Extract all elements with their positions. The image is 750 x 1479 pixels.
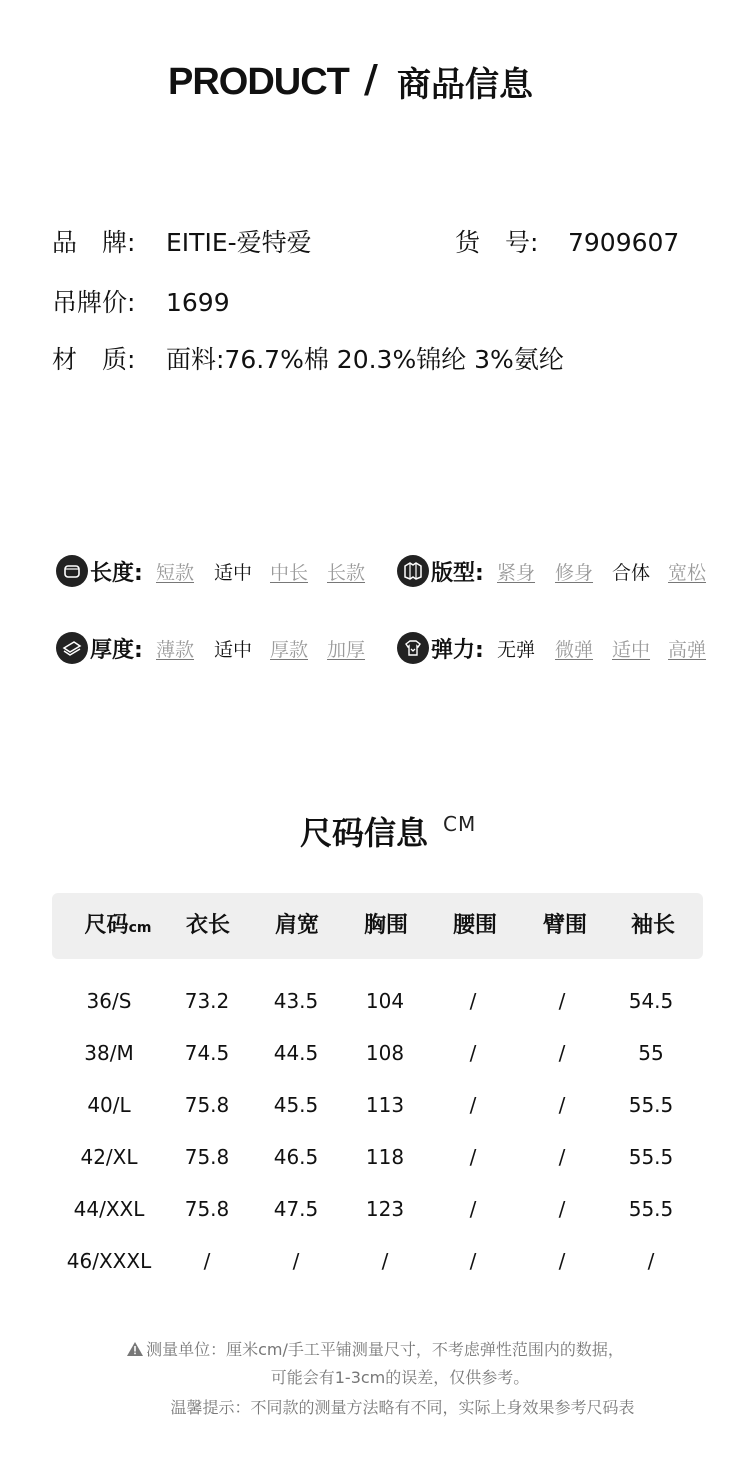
attr-fit-option: 紧身 <box>497 562 536 584</box>
measurement-note-line1 <box>0 1337 750 1360</box>
attr-fit-option: 修身 <box>555 562 594 584</box>
size-section-title: 尺码信息 <box>300 814 429 852</box>
table-cell: 123 <box>365 1197 405 1221</box>
measurement-note-line3: 温馨提示：不同款的测量方法略有不同，实际上身效果参考尺码表 <box>170 1398 635 1417</box>
warning-icon <box>126 1341 144 1357</box>
size-table-header-cell: 肩宽 <box>274 913 319 938</box>
attr-thickness <box>56 632 376 668</box>
table-cell: / <box>381 1249 389 1273</box>
table-cell: 42/XL <box>80 1145 138 1169</box>
material-label: 材 质: <box>52 345 136 374</box>
table-cell: 74.5 <box>184 1041 230 1065</box>
header-title-en: PRODUCT <box>168 61 349 103</box>
table-cell: 46/XXXL <box>66 1249 152 1273</box>
table-cell: / <box>469 1249 477 1273</box>
brand-label: 品 牌: <box>52 228 136 257</box>
table-cell: 54.5 <box>628 989 674 1013</box>
table-cell: 75.8 <box>184 1145 230 1169</box>
measurement-note-text: 测量单位：厘米cm/手工平铺测量尺寸，不考虑弹性范围内的数据， <box>146 1340 624 1359</box>
attr-length-option: 中长 <box>270 562 309 584</box>
table-cell: 44/XXL <box>73 1197 145 1221</box>
price-value: 1699 <box>166 288 230 317</box>
measurement-note-line2: 可能会有1-3cm的误差，仅供参考。 <box>270 1368 530 1387</box>
size-section-unit: CM <box>443 812 477 836</box>
table-cell: / <box>469 1093 477 1117</box>
table-cell: / <box>469 989 477 1013</box>
table-cell: 73.2 <box>184 989 230 1013</box>
table-cell: 55.5 <box>628 1145 674 1169</box>
stretch-icon <box>397 632 429 664</box>
attr-length-option-selected: 适中 <box>214 562 253 584</box>
attr-elasticity-option: 微弹 <box>555 639 594 661</box>
table-cell: 43.5 <box>273 989 319 1013</box>
attr-fit-name: 版型: <box>431 561 484 586</box>
table-cell: 118 <box>365 1145 405 1169</box>
sku-label: 货 号: <box>455 228 539 257</box>
table-cell: 38/M <box>84 1041 134 1065</box>
table-cell: / <box>469 1197 477 1221</box>
garment-length-icon <box>56 555 88 587</box>
fabric-thickness-icon <box>56 632 88 664</box>
table-cell: / <box>558 1249 566 1273</box>
size-table-header-cell: 臂围 <box>542 913 587 938</box>
table-cell: / <box>469 1145 477 1169</box>
table-cell: 75.8 <box>184 1093 230 1117</box>
size-table-header-cell: 腰围 <box>452 913 497 938</box>
attr-length-name: 长度: <box>90 561 143 586</box>
brand-value: EITIE-爱特爱 <box>166 228 312 257</box>
material-value: 面料:76.7%棉 20.3%锦纶 3%氨纶 <box>166 345 564 374</box>
attr-thickness-option: 加厚 <box>327 639 366 661</box>
table-cell: 104 <box>365 989 405 1013</box>
attr-length <box>56 555 376 591</box>
table-cell: 108 <box>365 1041 405 1065</box>
attr-length-option: 短款 <box>156 562 195 584</box>
table-cell: / <box>558 1041 566 1065</box>
size-table-header-cell: 胸围 <box>363 913 408 938</box>
table-cell: / <box>292 1249 300 1273</box>
attr-fit <box>397 555 717 591</box>
table-cell: 75.8 <box>184 1197 230 1221</box>
attr-fit-option: 宽松 <box>668 562 707 584</box>
attr-thickness-option: 薄款 <box>156 639 195 661</box>
attr-length-option: 长款 <box>327 562 366 584</box>
table-cell: / <box>647 1249 655 1273</box>
header-title-zh: 商品信息 <box>397 65 533 105</box>
table-cell: 55 <box>638 1041 664 1065</box>
header-slash: / <box>364 57 378 101</box>
table-cell: 113 <box>365 1093 405 1117</box>
attr-elasticity-name: 弹力: <box>431 638 484 663</box>
table-cell: / <box>558 1093 566 1117</box>
sku-value: 7909607 <box>568 228 680 257</box>
table-cell: 55.5 <box>628 1093 674 1117</box>
price-label: 吊牌价: <box>52 288 136 317</box>
attr-thickness-option: 厚款 <box>270 639 309 661</box>
attr-thickness-name: 厚度: <box>90 638 143 663</box>
table-cell: / <box>203 1249 211 1273</box>
size-table-header-cell: 尺码cm <box>84 913 152 938</box>
size-header-unit: cm <box>128 920 152 936</box>
page-header <box>0 55 750 115</box>
table-cell: 45.5 <box>273 1093 319 1117</box>
attr-elasticity-option: 适中 <box>612 639 651 661</box>
attr-thickness-option-selected: 适中 <box>214 639 253 661</box>
table-cell: 46.5 <box>273 1145 319 1169</box>
table-cell: 40/L <box>87 1093 131 1117</box>
table-cell: 47.5 <box>273 1197 319 1221</box>
table-cell: 44.5 <box>273 1041 319 1065</box>
table-cell: / <box>558 989 566 1013</box>
shirt-fit-icon <box>397 555 429 587</box>
size-table-header-cell: 袖长 <box>630 913 675 938</box>
table-cell: 55.5 <box>628 1197 674 1221</box>
attr-fit-option-selected: 合体 <box>612 562 651 584</box>
size-table-header-cell: 衣长 <box>185 913 230 938</box>
table-cell: 36/S <box>86 989 132 1013</box>
attr-elasticity <box>397 632 717 668</box>
attr-elasticity-option-selected: 无弹 <box>497 639 536 661</box>
table-cell: / <box>469 1041 477 1065</box>
table-cell: / <box>558 1145 566 1169</box>
table-cell: / <box>558 1197 566 1221</box>
attr-elasticity-option: 高弹 <box>668 639 707 661</box>
